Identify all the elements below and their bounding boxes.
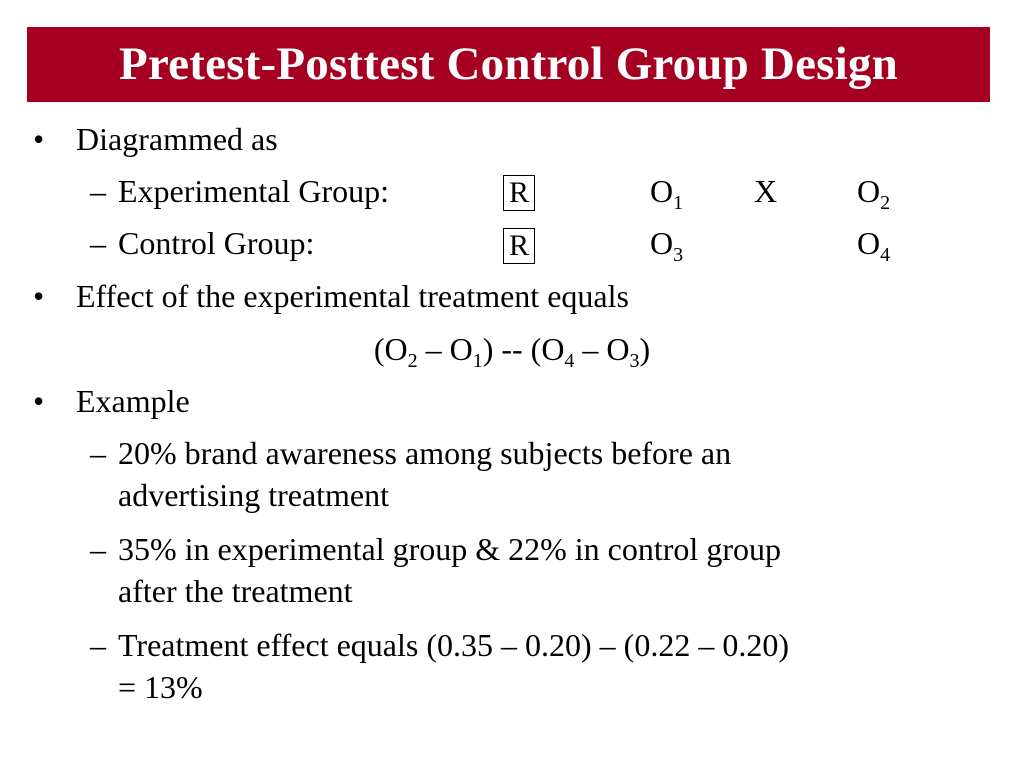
- example-item-line: = 13%: [118, 669, 203, 705]
- experimental-treatment: X: [754, 173, 778, 209]
- example-heading: Example: [76, 383, 190, 419]
- experimental-posttest-observation: $O_2$: [857, 173, 891, 214]
- experimental-random-box: R: [503, 175, 535, 211]
- example-item-line: Treatment effect equals (0.35 – 0.20) – (0.22 – 0.20): [118, 627, 789, 663]
- experimental-group-label: Experimental Group:: [118, 173, 390, 209]
- example-item-line: after the treatment: [118, 573, 353, 609]
- effect-formula: $(O_2 - O_1) -- (O_4 - O_3)$: [373, 331, 651, 372]
- control-group-label: Control Group:: [118, 225, 315, 261]
- slide-title: Pretest-Posttest Control Group Design: [119, 38, 898, 90]
- control-posttest-observation: $O_4$: [857, 225, 891, 266]
- dash-marker: –: [90, 173, 106, 209]
- example-item-line: 20% brand awareness among subjects before an: [118, 435, 732, 471]
- control-pretest-observation: $O_3$: [650, 225, 684, 266]
- dash-marker: –: [90, 627, 106, 663]
- bullet-marker: •: [33, 383, 45, 419]
- dash-marker: –: [90, 531, 106, 567]
- experimental-pretest-observation: $O_1$: [650, 173, 684, 214]
- bullet-marker: •: [33, 278, 45, 314]
- dash-marker: –: [90, 435, 106, 471]
- diagram-heading: Diagrammed as: [76, 121, 278, 157]
- bullet-marker: •: [33, 121, 45, 157]
- example-item-line: 35% in experimental group & 22% in control group: [118, 531, 781, 567]
- example-item-line: advertising treatment: [118, 477, 390, 513]
- dash-marker: –: [90, 225, 106, 261]
- control-random-box: R: [503, 228, 535, 264]
- effect-heading: Effect of the experimental treatment equals: [76, 278, 629, 314]
- title-bar: [27, 27, 990, 102]
